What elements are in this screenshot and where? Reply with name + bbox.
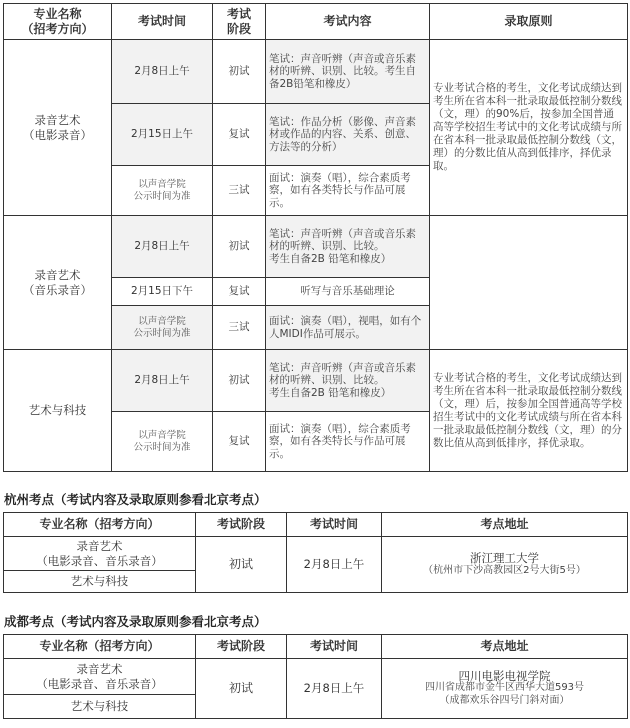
header-address: 考点地址 [382,635,628,659]
table-row [4,40,628,104]
address-name: 浙江理工大学 [470,551,539,565]
header-major: 专业名称（招考方向） [4,635,196,659]
major-name: 艺术与科技 [4,571,196,593]
address-name: 四川电影电视学院 [458,668,551,683]
major-name: 录音艺术 （音乐录音） [4,216,112,350]
exam-stage: 初试 [196,537,287,593]
exam-content: 面试：演奏（唱），视唱，如有个人MIDI作品可展示。 [266,306,430,350]
exam-content: 笔试：声音听辨（声音或音乐素材的听辨、识别、比较。 考生自备2B 铅笔和橡皮） [266,216,430,278]
major-name: 录音艺术 （电影录音） [4,40,112,216]
exam-stage: 三试 [213,166,266,216]
table-row [4,659,628,695]
admission-rule-empty [430,216,628,350]
major-name: 艺术与科技 [4,350,112,472]
major-name: 录音艺术 （电影录音、音乐录音） [4,537,196,571]
address-line: 四川省成都市金牛区西华大道593号 [424,682,585,694]
main-exam-table [3,3,628,472]
header-time: 考试时间 [112,4,213,40]
exam-time: 2月8日上午 [287,659,382,719]
header-content: 考试内容 [266,4,430,40]
exam-time: 以声音学院 公示时间为准 [112,412,213,472]
exam-time: 以声音学院 公示时间为准 [112,166,213,216]
header-stage: 考试阶段 [196,635,287,659]
header-time: 考试时间 [287,635,382,659]
header-address: 考点地址 [382,513,628,537]
exam-time: 以声音学院 公示时间为准 [112,306,213,350]
admission-rule: 专业考试合格的考生，文化考试成绩达到考生所在省本科一批录取最低控制分数线（文，理）后，按参加全国普通高等学校招生考试中的文化考试成绩与所在省本科一批录取最低控制分数线（文，理）的分数比值从高到低排序，择优录取。 [430,350,628,472]
exam-time: 2月8日上午 [287,537,382,593]
exam-time: 2月15日上午 [112,104,213,166]
exam-content: 笔试：声音听辨（声音或音乐素材的听辨、识别、比较。 考生自备2B 铅笔和橡皮） [266,350,430,412]
exam-time: 2月8日上午 [112,216,213,278]
exam-stage: 复试 [213,412,266,472]
exam-content: 笔试：声音听辨（声音或音乐素材的听辨、识别、比较。考生自备2B铅笔和橡皮） [266,40,430,104]
exam-stage: 复试 [213,104,266,166]
exam-stage: 初试 [196,659,287,719]
major-name: 录音艺术 （电影录音、音乐录音） [4,659,196,695]
header-row [4,513,628,537]
header-time: 考试时间 [287,513,382,537]
chengdu-table [3,634,628,719]
exam-stage: 初试 [213,216,266,278]
header-major: 专业名称 （招考方向） [4,4,112,40]
header-stage: 考试阶段 [196,513,287,537]
table-row [4,350,628,412]
exam-time: 2月15日下午 [112,278,213,306]
hangzhou-section-title: 杭州考点（考试内容及录取原则参看北京考点） [4,492,267,507]
exam-stage: 初试 [213,350,266,412]
header-row [4,4,628,40]
header-major: 专业名称（招考方向） [4,513,196,537]
admission-rule: 专业考试合格的考生，文化考试成绩达到考生所在省本科一批录取最低控制分数线（文，理）的90%后，按参加全国普通高等学校招生考试中的文化考试成绩与所在省本科一批录取最低控制分数线（文，理）的分数比值从高到低排序，择优录取。 [430,40,628,216]
exam-content: 面试：演奏（唱），综合素质考察，如有各类特长与作品可展示。 [266,412,430,472]
header-row [4,635,628,659]
address-line: （成都欢乐谷四号门斜对面） [439,694,570,706]
hangzhou-table [3,512,628,593]
exam-address [382,659,628,719]
table-row [4,537,628,571]
table-row [4,216,628,278]
exam-time: 2月8日上午 [112,40,213,104]
exam-content: 面试：演奏（唱），综合素质考察，如有各类特长与作品可展示。 [266,166,430,216]
exam-stage: 三试 [213,306,266,350]
header-stage: 考试 阶段 [213,4,266,40]
exam-stage: 初试 [213,40,266,104]
header-rule: 录取原则 [430,4,628,40]
exam-address [382,537,628,593]
chengdu-section-title: 成都考点（考试内容及录取原则参看北京考点） [4,614,267,629]
exam-content: 听写与音乐基础理论 [266,278,430,306]
exam-time: 2月8日上午 [112,350,213,412]
exam-content: 笔试：作品分析（影像、声音素材或作品的内容、关系、创意、方法等的分析） [266,104,430,166]
major-name: 艺术与科技 [4,695,196,719]
exam-stage: 复试 [213,278,266,306]
address-detail: （杭州市下沙高教园区2号大街5号） [423,564,586,576]
